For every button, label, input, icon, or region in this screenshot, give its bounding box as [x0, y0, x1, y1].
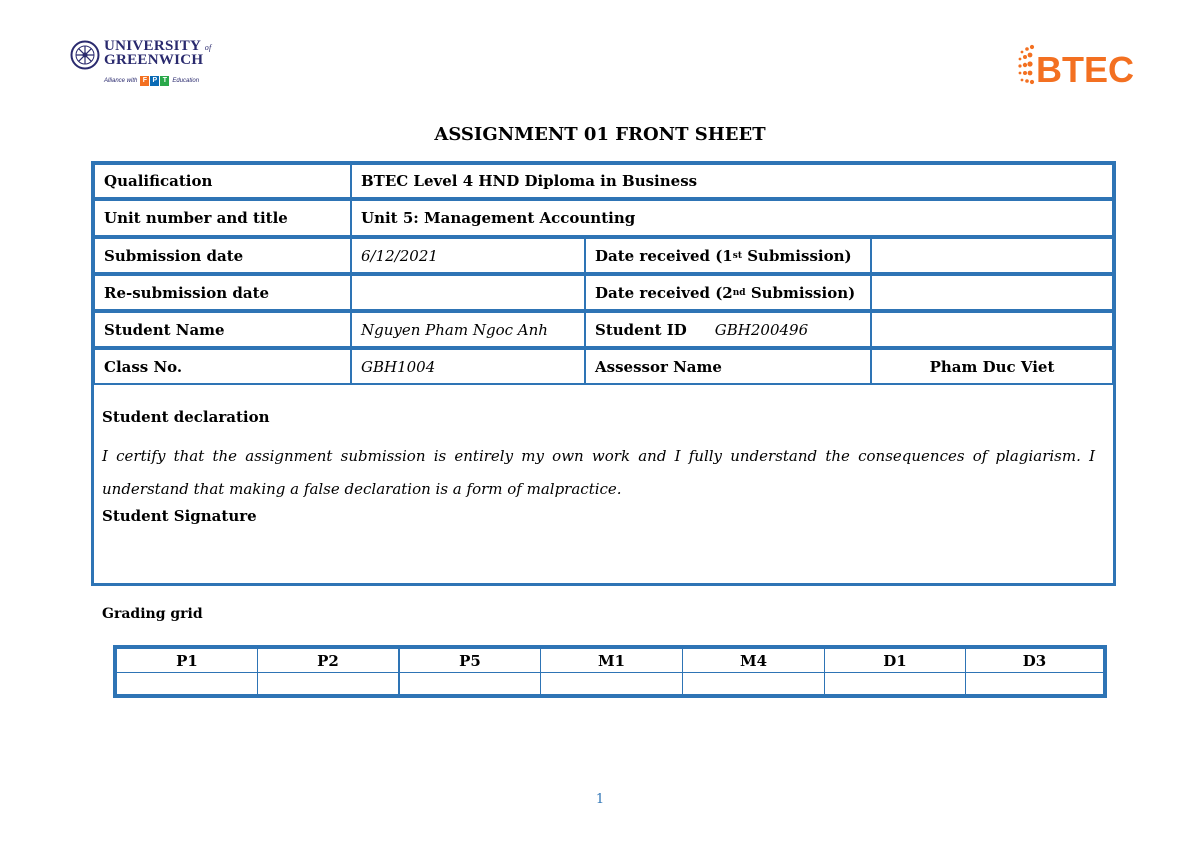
submission-date-value: 6/12/2021: [350, 237, 586, 274]
student-id-label: Student ID: [595, 320, 687, 339]
date-received-2-label: Date received (2 nd Submission): [584, 274, 872, 311]
grading-value-m4: [682, 672, 825, 695]
grading-grid: [113, 645, 1107, 698]
university-name-line1: UNIVERSITY of: [104, 38, 212, 54]
grading-header-m1: M1: [540, 648, 683, 673]
fpt-letter-p: P: [150, 76, 159, 86]
class-no-value: GBH1004: [350, 348, 586, 385]
resubmission-date-value: [350, 274, 586, 311]
grading-value-p2: [257, 672, 399, 695]
grading-header-p2: P2: [257, 648, 399, 673]
grading-grid-label: Grading grid: [102, 606, 203, 622]
qualification-value: BTEC Level 4 HND Diploma in Business: [350, 163, 1114, 199]
page-number: 1: [595, 792, 605, 807]
assessor-name-value: Pham Duc Viet: [870, 348, 1114, 385]
alliance-line: Alliance with F P T Education: [104, 77, 200, 84]
btec-dots-icon: [1018, 45, 1034, 84]
student-id-value: GBH200496: [714, 320, 809, 339]
grading-value-d1: [824, 672, 966, 695]
university-of-greenwich-logo: [70, 38, 220, 92]
fpt-logo: [140, 76, 169, 86]
student-name-label: Student Name: [93, 311, 352, 348]
grading-value-p1: [116, 672, 258, 695]
grading-header-d3: D3: [965, 648, 1104, 673]
resubmission-date-label: Re-submission date: [93, 274, 352, 311]
btec-logo: [1016, 42, 1151, 92]
assessor-name-label: Assessor Name: [584, 348, 872, 385]
fpt-letter-f: F: [140, 76, 149, 86]
date-received-1-value: [870, 237, 1114, 274]
unit-value: Unit 5: Management Accounting: [350, 199, 1114, 237]
class-no-label: Class No.: [93, 348, 352, 385]
grading-header-m4: M4: [682, 648, 825, 673]
university-name-line2: GREENWICH: [104, 52, 204, 68]
grading-value-d3: [965, 672, 1104, 695]
unit-label: Unit number and title: [93, 199, 352, 237]
qualification-label: Qualification: [93, 163, 352, 199]
date-received-1-label: Date received (1 st Submission): [584, 237, 872, 274]
university-seal-icon: [70, 40, 100, 70]
student-declaration-text: I certify that the assignment submission is entirely my own work and I fully understand the consequences of plagiarism. I understand that making a false declaration is a form of malpractice.: [102, 447, 1095, 498]
student-id-extra: [870, 311, 1114, 348]
grading-header-p1: P1: [116, 648, 258, 673]
student-declaration-heading: Student declaration: [102, 408, 270, 426]
fpt-letter-t: T: [160, 76, 169, 86]
page-title: ASSIGNMENT 01 FRONT SHEET: [434, 124, 766, 145]
student-signature-label: Student Signature: [102, 507, 257, 525]
student-name-value: Nguyen Pham Ngoc Anh: [350, 311, 586, 348]
student-id-cell: [584, 311, 872, 348]
submission-date-label: Submission date: [93, 237, 352, 274]
grading-value-p5: [399, 672, 541, 695]
btec-wordmark: BTEC: [1036, 49, 1134, 90]
grading-header-p5: P5: [399, 648, 541, 673]
grading-value-m1: [540, 672, 683, 695]
grading-header-d1: D1: [824, 648, 966, 673]
date-received-2-value: [870, 274, 1114, 311]
